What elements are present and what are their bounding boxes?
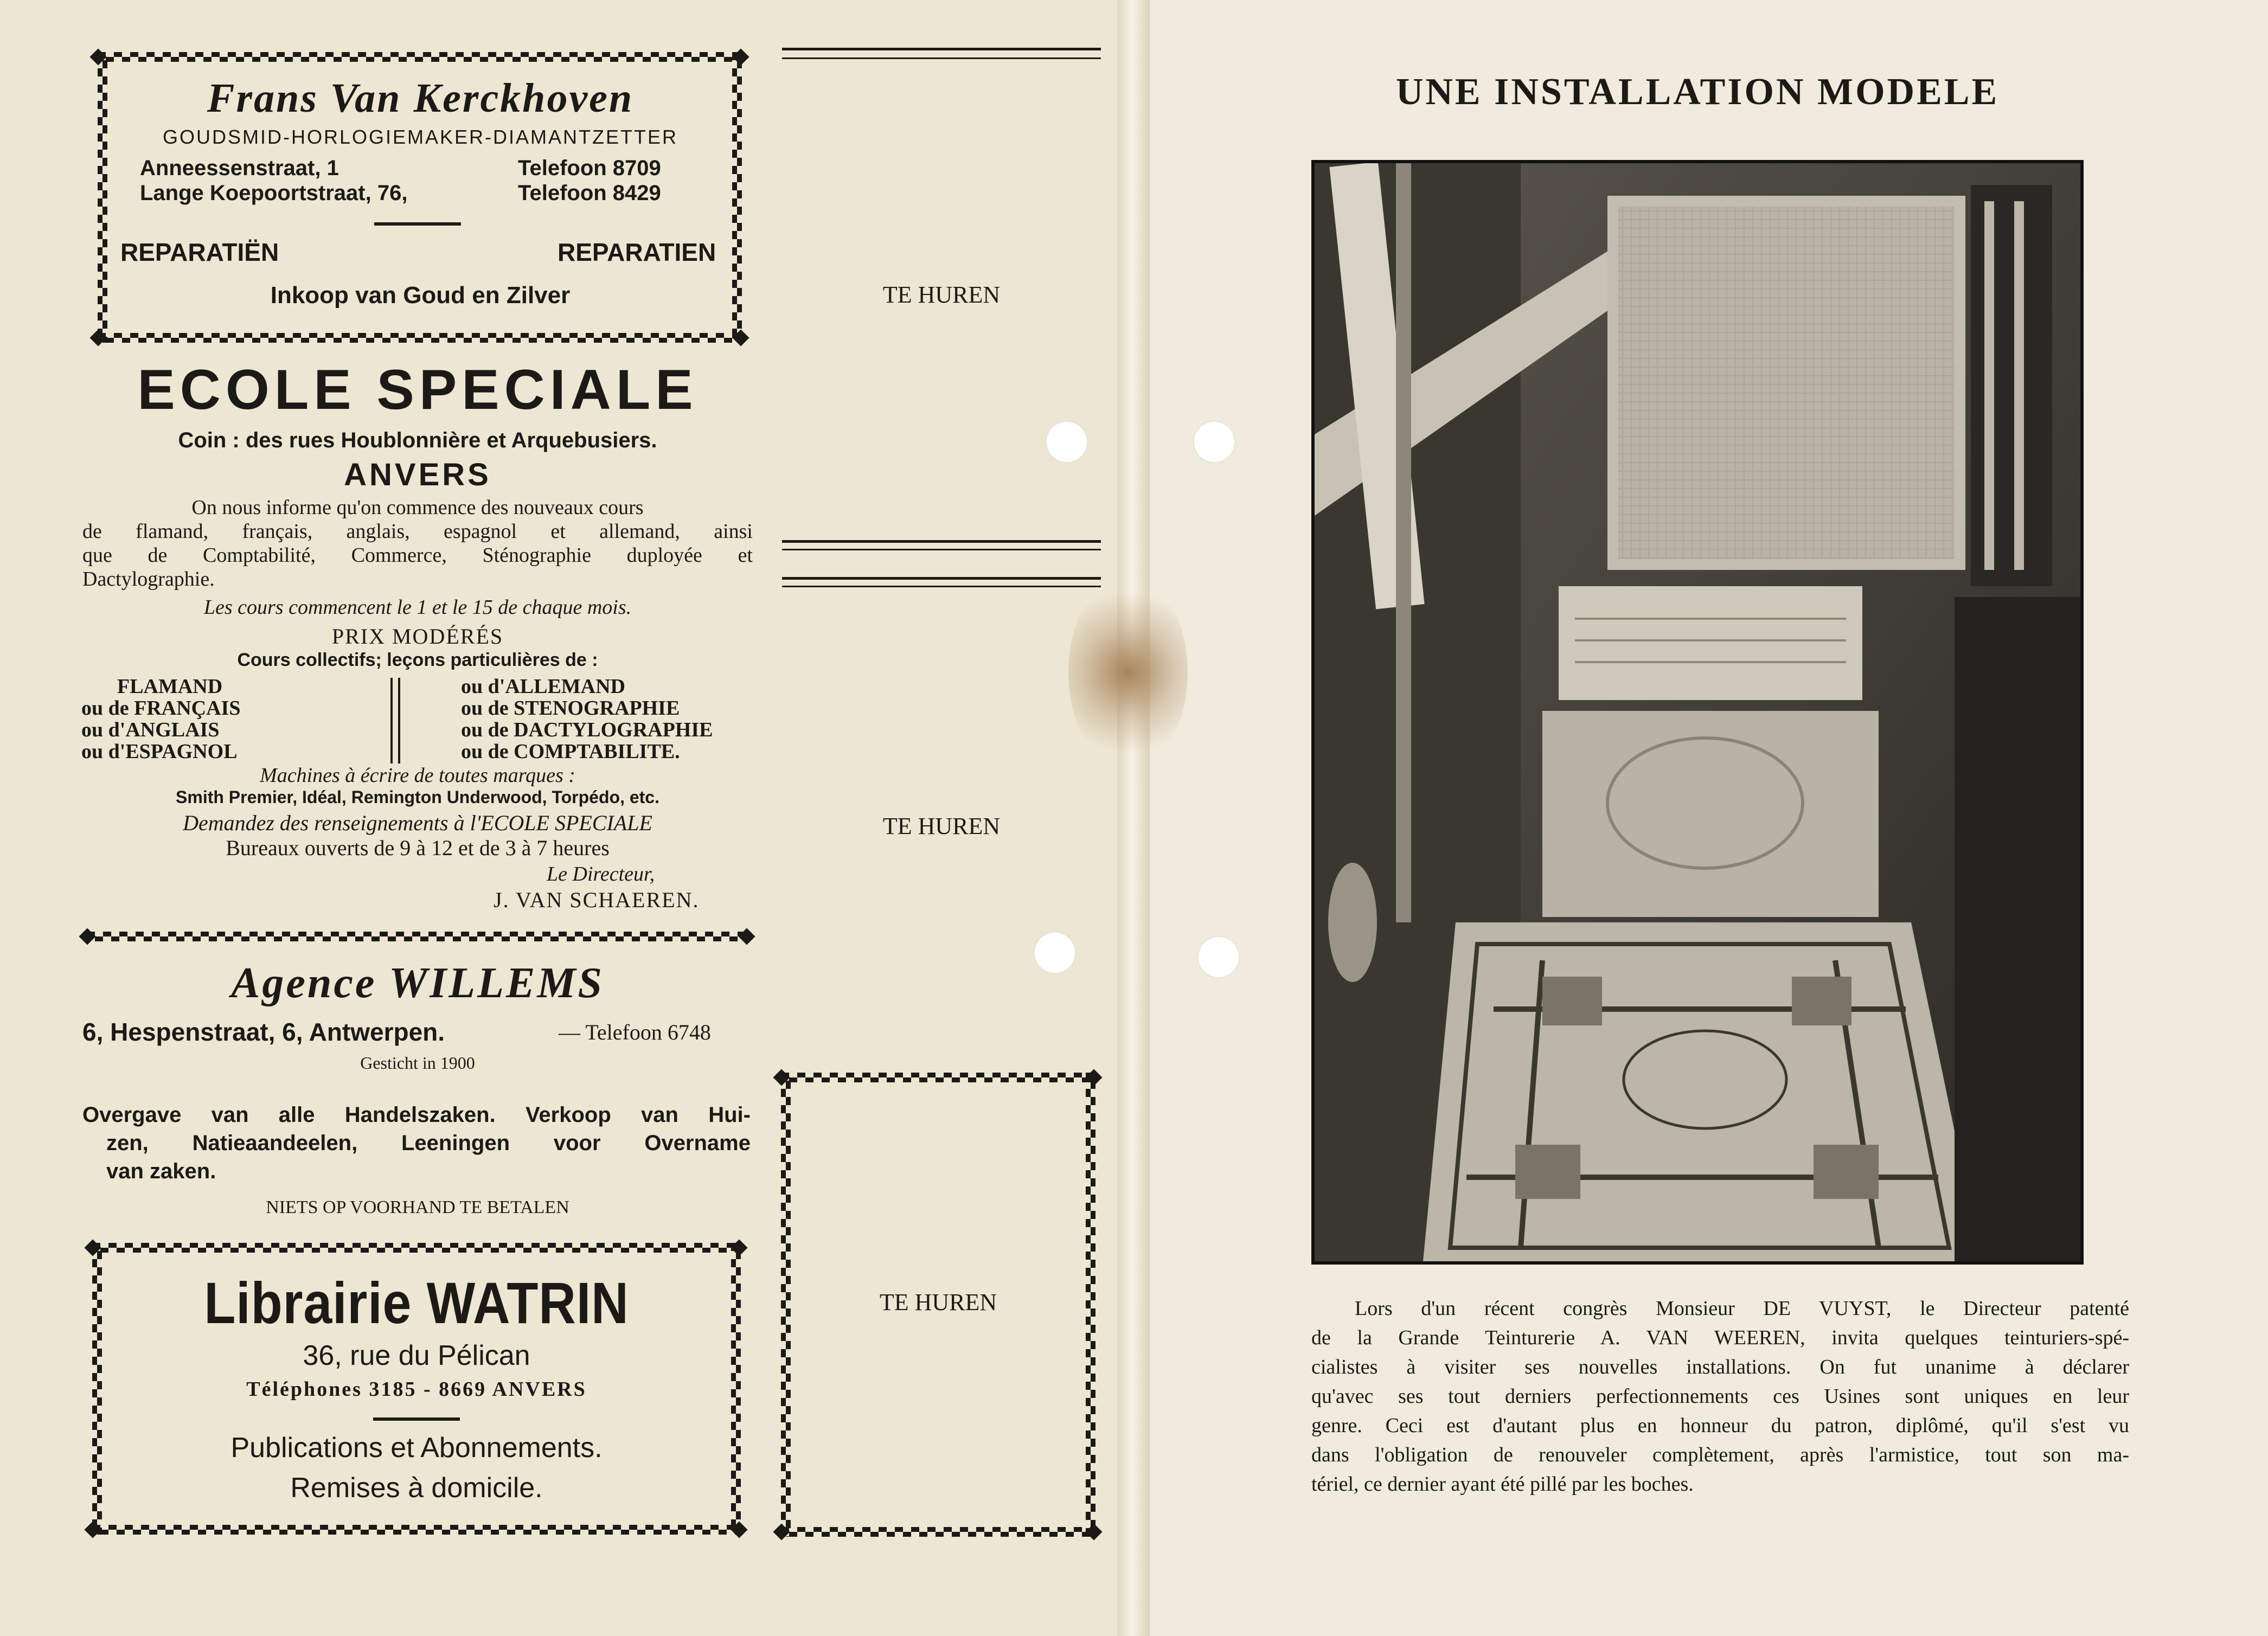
rule xyxy=(782,549,1101,550)
ecole-machines: Machines à écrire de toutes marques : xyxy=(260,764,575,787)
checker-border-right xyxy=(732,52,742,343)
drying-loft-photo xyxy=(1315,163,2080,1261)
punch-hole xyxy=(1197,936,1240,978)
rental-slot-1: TE HUREN xyxy=(882,281,1001,308)
ecole-schedule: Les cours commencent le 1 et le 15 de chaque mois. xyxy=(203,596,632,619)
kerckhoven-repair-right: REPARATIEN xyxy=(558,238,716,266)
watrin-address: 36, rue du Pélican xyxy=(303,1340,530,1371)
rule xyxy=(782,540,1101,543)
ecole-brands: Smith Premier, Idéal, Remington Underwood, Torpédo, etc. xyxy=(176,787,659,807)
checker-border-top xyxy=(87,932,746,941)
ecole-intro xyxy=(82,496,753,591)
article-body xyxy=(1311,1294,2129,1499)
ecole-city: ANVERS xyxy=(344,457,491,492)
punch-hole xyxy=(1034,932,1076,974)
checker-border-right xyxy=(731,1243,741,1535)
rule xyxy=(782,586,1101,587)
kerckhoven-address-1: Anneessenstraat, 1 xyxy=(140,156,339,180)
watrin-phones: Téléphones 3185 - 8669 ANVERS xyxy=(246,1378,587,1401)
ecole-intro-line: que de Comptabilité, Commerce, Sténographie duployée et xyxy=(82,544,753,567)
kerckhoven-purchase: Inkoop van Goud en Zilver xyxy=(270,282,571,309)
ecole-intro-line: Dactylographie. xyxy=(82,568,215,591)
checker-border-left xyxy=(781,1073,791,1537)
watrin-line-1: Publications et Abonnements. xyxy=(230,1432,603,1464)
article-body-line: dans l'obligation de renouveler complètement, après l'armistice, tout son ma- xyxy=(1311,1443,2129,1466)
rule xyxy=(782,57,1101,59)
ecole-director-title: Le Directeur, xyxy=(547,863,655,886)
checker-border-bottom xyxy=(98,333,742,343)
checker-border-left xyxy=(92,1243,102,1535)
punch-hole xyxy=(1046,421,1088,463)
checker-border-bottom xyxy=(781,1527,1095,1537)
kerckhoven-trade: GOUDSMID-HORLOGIEMAKER-DIAMANTZETTER xyxy=(162,126,678,148)
course-item: ou de FRANÇAIS xyxy=(81,697,241,720)
article-body-line: cialistes à visiter ses nouvelles installations. On fut unanime à déclarer xyxy=(1311,1356,2129,1378)
article-title: UNE INSTALLATION MODELE xyxy=(1395,71,2000,113)
course-divider xyxy=(398,678,400,764)
divider-rule xyxy=(374,222,461,226)
rule xyxy=(782,48,1101,50)
article-photo xyxy=(1311,160,2084,1265)
article-body-line: Lors d'un récent congrès Monsieur DE VUYST, le Directeur patenté xyxy=(1355,1297,2129,1320)
kerckhoven-repair-left: REPARATIËN xyxy=(120,238,279,266)
ecole-courses-right xyxy=(461,676,713,762)
willems-address: 6, Hespenstraat, 6, Antwerpen. xyxy=(82,1018,445,1046)
kerckhoven-name: Frans Van Kerckhoven xyxy=(207,75,634,121)
center-fold xyxy=(1117,0,1150,1636)
article-body-line: de la Grande Teinturerie A. VAN WEEREN, invita quelques teinturiers-spé- xyxy=(1311,1326,2129,1349)
article-body-line: genre. Ceci est d'autant plus en honneur du patron, diplômé, qu'il s'est vu xyxy=(1311,1414,2129,1437)
ecole-prices: PRIX MODÉRÉS xyxy=(331,624,504,649)
course-divider xyxy=(390,678,393,764)
course-item: ou de DACTYLOGRAPHIE xyxy=(461,718,713,741)
course-item: ou de COMPTABILITE. xyxy=(461,740,680,763)
ecole-intro-line: On nous informe qu'on commence des nouveaux cours xyxy=(191,496,644,519)
course-item: ou d'ESPAGNOL xyxy=(81,740,238,763)
ecole-director-name: J. VAN SCHAEREN. xyxy=(494,888,700,912)
ecole-hours: Bureaux ouverts de 9 à 12 et de 3 à 7 heures xyxy=(226,836,610,860)
willems-services-line: van zaken. xyxy=(106,1159,216,1183)
checker-border-top xyxy=(781,1073,1095,1082)
ecole-title: ECOLE SPECIALE xyxy=(137,358,698,421)
course-item: FLAMAND xyxy=(117,675,223,698)
willems-title: Agence WILLEMS xyxy=(231,959,604,1007)
willems-phone: — Telefoon 6748 xyxy=(559,1020,711,1044)
watrin-title: Librairie WATRIN xyxy=(204,1270,629,1336)
checker-border-right xyxy=(1086,1073,1095,1537)
checker-border-left xyxy=(98,52,107,343)
kerckhoven-address-2: Lange Koepoortstraat, 76, xyxy=(140,181,408,205)
willems-services xyxy=(82,1101,751,1185)
rule xyxy=(782,577,1101,580)
willems-founded: Gesticht in 1900 xyxy=(360,1053,475,1073)
article-body-line: qu'avec ses tout derniers perfectionnements ces Usines sont uniques en leur xyxy=(1311,1385,2129,1408)
watrin-line-2: Remises à domicile. xyxy=(290,1472,543,1504)
water-stain xyxy=(1068,575,1188,770)
checker-border-top xyxy=(92,1243,741,1253)
willems-payment: NIETS OP VOORHAND TE BETALEN xyxy=(266,1197,569,1217)
course-item: ou de STENOGRAPHIE xyxy=(461,697,680,720)
rental-slot-2: TE HUREN xyxy=(882,813,1001,839)
willems-services-line: zen, Natieaandeelen, Leeningen voor Overname xyxy=(106,1131,751,1155)
course-item: ou d'ANGLAIS xyxy=(81,718,220,741)
ecole-intro-line: de flamand, français, anglais, espagnol et allemand, ainsi xyxy=(82,520,753,543)
checker-border-bottom xyxy=(92,1525,741,1535)
rental-slot-3: TE HUREN xyxy=(879,1289,997,1316)
article-body-line: tériel, ce dernier ayant été pillé par les boches. xyxy=(1311,1473,1694,1496)
checker-border-top xyxy=(98,52,742,62)
ecole-address: Coin : des rues Houblonnière et Arquebusiers. xyxy=(178,428,657,452)
punch-hole xyxy=(1193,421,1235,463)
ecole-courses-heading: Cours collectifs; leçons particulières de : xyxy=(237,650,598,670)
ecole-courses-left xyxy=(81,676,240,762)
course-item: ou d'ALLEMAND xyxy=(461,675,625,698)
kerckhoven-phone-2: Telefoon 8429 xyxy=(518,181,661,205)
willems-services-line: Overgave van alle Handelszaken. Verkoop van Hui- xyxy=(82,1103,751,1127)
divider-rule xyxy=(373,1417,460,1421)
kerckhoven-phone-1: Telefoon 8709 xyxy=(518,156,661,180)
ecole-info: Demandez des renseignements à l'ECOLE SPECIALE xyxy=(183,811,652,835)
